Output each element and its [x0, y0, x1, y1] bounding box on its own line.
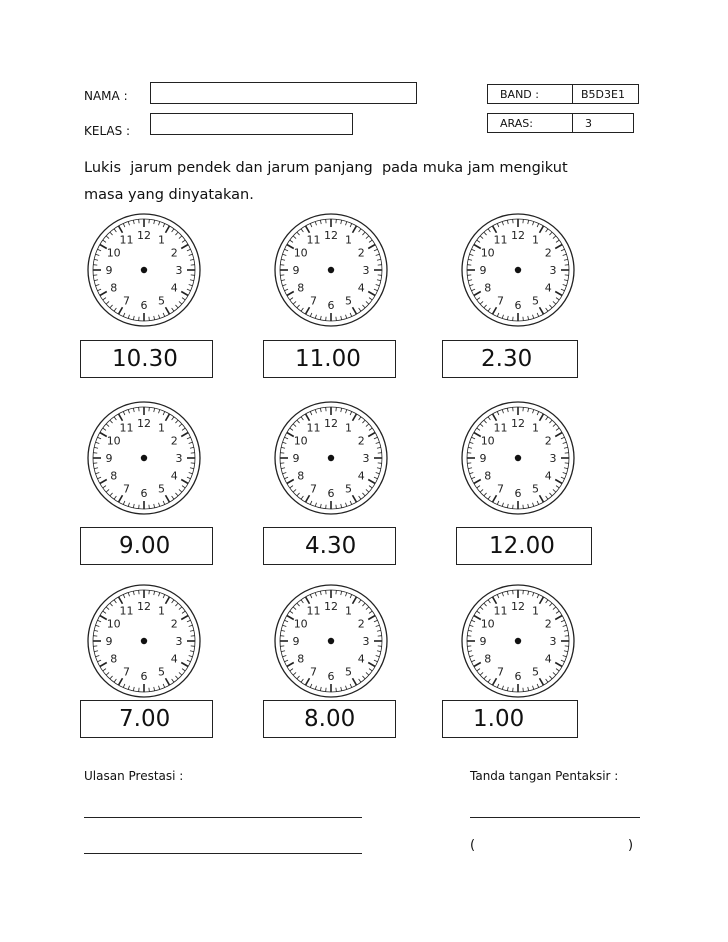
clock-numeral: 8 [484, 469, 492, 483]
time-label-5: 4.30 [305, 533, 357, 559]
time-box-7 [80, 700, 213, 738]
time-box-2 [263, 340, 396, 378]
clock-center-dot [328, 267, 334, 273]
time-box-4 [80, 527, 213, 565]
clock-numeral: 6 [514, 670, 522, 683]
clock-numeral: 9 [292, 264, 300, 277]
clock-numeral: 2 [544, 246, 552, 260]
clock-numeral: 7 [310, 482, 317, 496]
clock-numeral: 3 [175, 635, 183, 648]
time-label-8: 8.00 [304, 706, 356, 732]
clock-numeral: 6 [327, 670, 335, 683]
clock-numeral: 10 [293, 617, 308, 631]
class-label: KELAS : [84, 124, 131, 138]
clock-numeral: 4 [357, 281, 365, 295]
clock-numeral: 8 [110, 652, 118, 666]
clock-center-dot [515, 267, 521, 273]
clock-face-9[interactable] [460, 583, 576, 699]
clock-numeral: 11 [119, 421, 134, 435]
clock-center-dot [328, 455, 334, 461]
clock-face-1[interactable] [86, 212, 202, 328]
clock-numeral: 2 [170, 617, 178, 631]
clock-numeral: 2 [170, 434, 178, 448]
clock-center-dot [515, 455, 521, 461]
signature-line[interactable] [470, 817, 640, 818]
clock-numeral: 2 [357, 246, 365, 260]
clock-face-4[interactable] [86, 400, 202, 516]
time-label-9: 1.00 [473, 706, 525, 732]
clock-center-dot [141, 455, 147, 461]
clock-numeral: 5 [158, 665, 165, 679]
clock-numeral: 9 [292, 635, 300, 648]
level-label-cell: ARAS: [487, 113, 573, 133]
clock-face-7[interactable] [86, 583, 202, 699]
clock-numeral: 10 [106, 246, 121, 260]
clock-numeral: 5 [532, 665, 539, 679]
clock-numeral: 4 [544, 652, 552, 666]
clock-numeral: 10 [293, 434, 308, 448]
clock-face-2[interactable] [273, 212, 389, 328]
clock-numeral: 11 [306, 421, 321, 435]
clock-center-dot [141, 638, 147, 644]
clock-numeral: 4 [544, 281, 552, 295]
clock-numeral: 9 [479, 264, 487, 277]
clock-center-dot [328, 638, 334, 644]
clock-numeral: 4 [170, 281, 178, 295]
clock-numeral: 1 [158, 233, 165, 247]
clock-numeral: 6 [514, 299, 522, 312]
clock-numeral: 6 [327, 487, 335, 500]
name-label: NAMA : [84, 89, 128, 103]
time-label-2: 11.00 [295, 346, 361, 372]
clock-numeral: 9 [292, 452, 300, 465]
time-label-6: 12.00 [489, 533, 555, 559]
time-box-3 [442, 340, 578, 378]
clock-numeral: 3 [549, 452, 557, 465]
clock-numeral: 5 [158, 294, 165, 308]
clock-numeral: 9 [479, 635, 487, 648]
clock-numeral: 6 [140, 299, 148, 312]
time-label-4: 9.00 [119, 533, 171, 559]
clock-numeral: 4 [357, 469, 365, 483]
clock-center-dot [515, 638, 521, 644]
clock-numeral: 12 [511, 229, 525, 242]
time-box-9 [442, 700, 578, 738]
clock-numeral: 8 [484, 281, 492, 295]
clock-numeral: 8 [484, 652, 492, 666]
clock-numeral: 6 [140, 487, 148, 500]
clock-numeral: 11 [306, 233, 321, 247]
clock-center-dot [141, 267, 147, 273]
clock-numeral: 8 [297, 281, 305, 295]
clock-face-5[interactable] [273, 400, 389, 516]
clock-numeral: 9 [105, 452, 113, 465]
clock-numeral: 12 [511, 417, 525, 430]
clock-numeral: 5 [158, 482, 165, 496]
clock-numeral: 7 [310, 665, 317, 679]
time-box-1 [80, 340, 213, 378]
clock-numeral: 2 [170, 246, 178, 260]
clock-numeral: 7 [123, 665, 130, 679]
clock-numeral: 11 [493, 421, 508, 435]
clock-face-6[interactable] [460, 400, 576, 516]
clock-numeral: 11 [306, 604, 321, 618]
examiner-name-open-paren: ( [470, 838, 476, 853]
clock-numeral: 10 [106, 434, 121, 448]
clock-numeral: 1 [345, 421, 352, 435]
clock-numeral: 5 [345, 665, 352, 679]
clock-numeral: 2 [357, 434, 365, 448]
clock-numeral: 12 [324, 600, 338, 613]
clock-numeral: 3 [362, 635, 370, 648]
clock-face-8[interactable] [273, 583, 389, 699]
clock-numeral: 1 [158, 604, 165, 618]
clock-numeral: 12 [137, 417, 151, 430]
clock-numeral: 10 [480, 434, 495, 448]
time-box-6 [456, 527, 592, 565]
clock-numeral: 7 [310, 294, 317, 308]
clock-numeral: 1 [158, 421, 165, 435]
clock-numeral: 1 [345, 233, 352, 247]
clock-numeral: 12 [324, 417, 338, 430]
clock-numeral: 5 [345, 482, 352, 496]
clock-numeral: 2 [357, 617, 365, 631]
remarks-line-2[interactable] [84, 853, 362, 854]
clock-numeral: 6 [514, 487, 522, 500]
clock-numeral: 7 [123, 482, 130, 496]
time-box-8 [263, 700, 396, 738]
clock-numeral: 7 [497, 294, 504, 308]
remarks-label: Ulasan Prestasi : [84, 769, 184, 783]
clock-numeral: 8 [110, 281, 118, 295]
clock-numeral: 5 [345, 294, 352, 308]
clock-numeral: 3 [175, 264, 183, 277]
clock-numeral: 1 [532, 604, 539, 618]
clock-numeral: 12 [511, 600, 525, 613]
clock-numeral: 5 [532, 482, 539, 496]
class-field[interactable] [150, 113, 353, 135]
clock-numeral: 7 [497, 482, 504, 496]
clock-numeral: 4 [170, 652, 178, 666]
clock-numeral: 12 [137, 600, 151, 613]
time-label-1: 10.30 [112, 346, 178, 372]
band-label-cell: BAND : [487, 84, 573, 104]
clock-numeral: 3 [362, 452, 370, 465]
name-field[interactable] [150, 82, 417, 104]
clock-numeral: 3 [175, 452, 183, 465]
clock-numeral: 11 [119, 233, 134, 247]
clock-numeral: 8 [297, 652, 305, 666]
clock-numeral: 7 [497, 665, 504, 679]
clock-numeral: 7 [123, 294, 130, 308]
clock-numeral: 4 [544, 469, 552, 483]
clock-numeral: 10 [480, 246, 495, 260]
time-label-7: 7.00 [119, 706, 171, 732]
clock-numeral: 1 [345, 604, 352, 618]
clock-numeral: 9 [105, 264, 113, 277]
clock-numeral: 10 [106, 617, 121, 631]
time-label-3: 2.30 [481, 346, 533, 372]
examiner-name-close-paren: ) [628, 838, 634, 853]
clock-numeral: 4 [170, 469, 178, 483]
clock-numeral: 9 [105, 635, 113, 648]
clock-numeral: 11 [493, 604, 508, 618]
clock-numeral: 4 [357, 652, 365, 666]
clock-numeral: 8 [110, 469, 118, 483]
clock-numeral: 12 [324, 229, 338, 242]
clock-numeral: 6 [327, 299, 335, 312]
clock-numeral: 3 [549, 264, 557, 277]
band-value-cell: B5D3E1 [572, 84, 639, 104]
remarks-line-1[interactable] [84, 817, 362, 818]
clock-numeral: 5 [532, 294, 539, 308]
time-box-5 [263, 527, 396, 565]
signature-label: Tanda tangan Pentaksir : [470, 769, 619, 783]
clock-numeral: 1 [532, 233, 539, 247]
clock-numeral: 3 [362, 264, 370, 277]
clock-numeral: 3 [549, 635, 557, 648]
clock-numeral: 8 [297, 469, 305, 483]
clock-numeral: 6 [140, 670, 148, 683]
clock-numeral: 1 [532, 421, 539, 435]
clock-numeral: 11 [493, 233, 508, 247]
clock-numeral: 2 [544, 434, 552, 448]
instruction-line-1: Lukis jarum pendek dan jarum panjang pada muka jam mengikut [84, 160, 568, 176]
clock-numeral: 11 [119, 604, 134, 618]
level-value-cell: 3 [572, 113, 634, 133]
clock-face-3[interactable] [460, 212, 576, 328]
clock-numeral: 10 [480, 617, 495, 631]
clock-numeral: 9 [479, 452, 487, 465]
clock-numeral: 12 [137, 229, 151, 242]
clock-numeral: 2 [544, 617, 552, 631]
instruction-text [84, 155, 684, 209]
instruction-line-2: masa yang dinyatakan. [84, 187, 254, 203]
clock-numeral: 10 [293, 246, 308, 260]
